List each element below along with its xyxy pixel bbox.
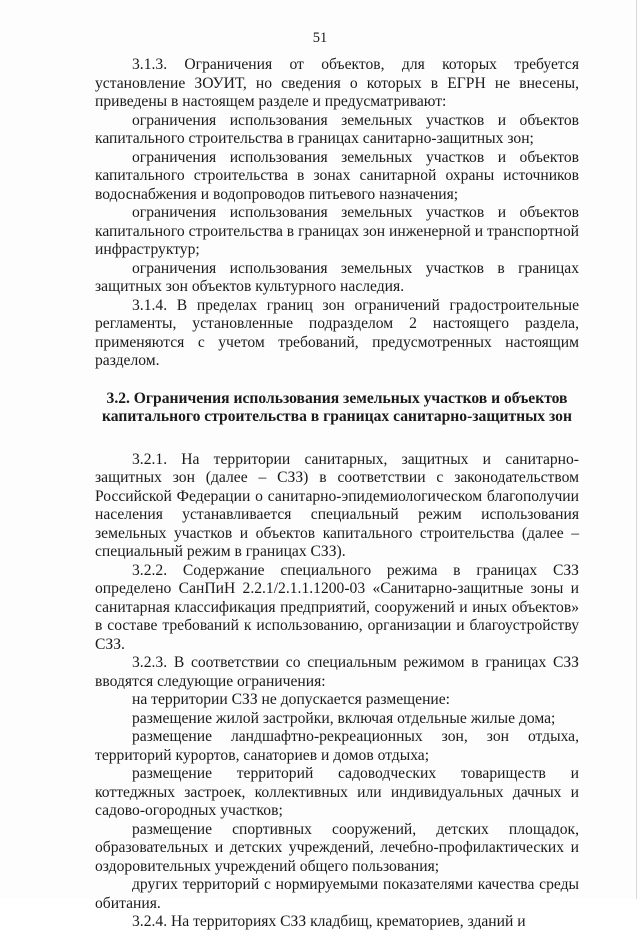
paragraph: ограничения использования земельных участков и объектов капитального строительства в границах санитарно-защитных зон;: [95, 111, 579, 147]
paragraph: размещение ландшафтно-рекреационных зон, зон отдыха, территорий курортов, санаториев и домов отдыха;: [95, 728, 579, 764]
paragraph: 3.2.2. Содержание специального режима в границах СЗЗ определено СанПиН 2.2.1/2.1.1.1200-03 «Санитарно-защитные зоны и санитарная классификация предприятий, сооружений и иных объектов» в составе требований к использованию, организации и благоустройству СЗЗ.: [95, 561, 579, 653]
paragraph: других территорий с нормируемыми показателями качества среды обитания.: [95, 876, 579, 912]
paragraph: размещение спортивных сооружений, детских площадок, образовательных и детских учреждений, лечебно-профилактических и оздоровительных учреждений общего пользования;: [95, 820, 579, 875]
section-heading: 3.2. Ограничения использования земельных участков и объектов капитального строительства в границах санитарно-защитных зон: [102, 389, 572, 425]
paragraph: 3.2.1. На территории санитарных, защитных и санитарно-защитных зон (далее – СЗЗ) в соответствии с законодательством Российской Федерации о санитарно-эпидемиологическом благополучии населения устанавливается специальный режим использования земельных участков и объектов капитального строительства (далее – специальный режим в границах СЗЗ).: [95, 450, 579, 560]
page-edge: [636, 0, 637, 899]
paragraph: ограничения использования земельных участков в границах защитных зон объектов культурного наследия.: [95, 259, 579, 295]
document-body: [95, 56, 579, 932]
paragraph: ограничения использования земельных участков и объектов капитального строительства в зонах санитарной охраны источников водоснабжения и водопроводов питьевого назначения;: [95, 148, 579, 203]
paragraph: 3.2.4. На территориях СЗЗ кладбищ, крематориев, зданий и: [132, 913, 526, 930]
paragraph: 3.1.4. В пределах границ зон ограничений градостроительные регламенты, установленные подразделом 2 настоящего раздела, применяются с учетом требований, предусмотренных настоящим разделом.: [95, 296, 579, 369]
paragraph: размещение территорий садоводческих товариществ и коттеджных застроек, коллективных или индивидуальных дачных и садово-огородных участков;: [95, 765, 579, 819]
paragraph: 3.1.3. Ограничения от объектов, для которых требуется установление ЗОУИТ, но сведения о которых в ЕГРН не внесены, приведены в настоящем разделе и предусматривают:: [95, 56, 579, 110]
paragraph: ограничения использования земельных участков и объектов капитального строительства в границах зон инженерной и транспортной инфраструктур;: [95, 204, 579, 258]
page-number: 51: [312, 30, 328, 46]
paragraph: 3.2.3. В соответствии со специальным режимом в границах СЗЗ вводятся следующие ограничения:: [95, 654, 579, 690]
paragraph: на территории СЗЗ не допускается размещение:: [132, 691, 451, 708]
paragraph: размещение жилой застройки, включая отдельные жилые дома;: [132, 709, 556, 727]
